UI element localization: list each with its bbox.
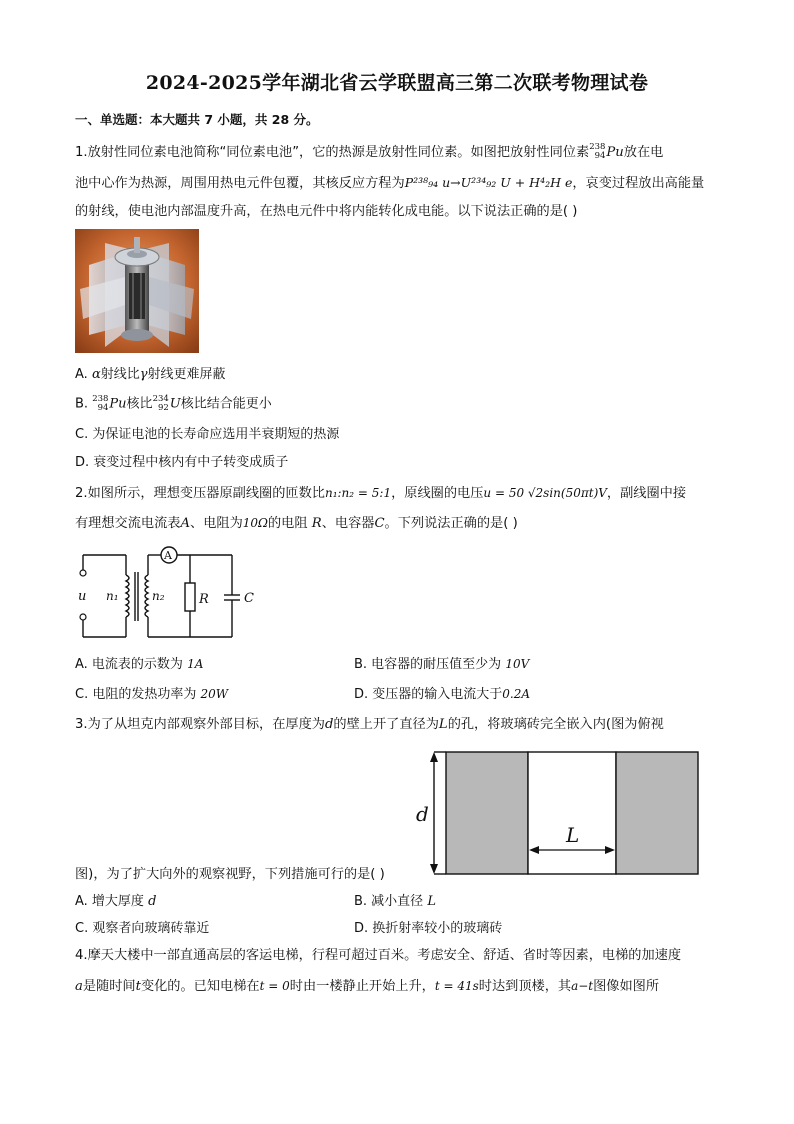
- q2-line2: 有理想交流电流表A、电阻为10Ω的电阻 R、电容器C。下列说法正确的是( ): [75, 516, 518, 531]
- circuit-label-n2: n₂: [152, 589, 165, 603]
- q1-line3: 的射线，使电池内部温度升高，在热电元件中将内能转化成电能。以下说法正确的是( ): [75, 204, 578, 219]
- circuit-label-R: R: [199, 592, 209, 607]
- q1-equation: P²³⁸₉₄ u→U²³⁴₉₂ U + H⁴₂H e: [404, 175, 573, 190]
- ammeter-symbol: A: [164, 549, 172, 562]
- page-title: 2024-2025学年湖北省云学联盟高三第二次联考物理试卷: [145, 72, 649, 94]
- q1-option-b: B. 238 94 Pu核比 234 92 U核比结合能更小: [75, 394, 272, 413]
- rtg-battery-image: [75, 229, 199, 353]
- q1-line2: 池中心作为热源，周围用热电元件包覆，其核反应方程为P²³⁸₉₄ u→U²³⁴₉₂ U + H⁴₂H e，哀变过程放出高能量: [75, 175, 705, 191]
- q3-option-c: C. 观察者向玻璃砖靠近: [75, 921, 210, 936]
- q3-line2: 图)，为了扩大向外的观察视野，下列措施可行的是( ): [75, 867, 385, 882]
- q2-option-d: D. 变压器的输入电流大于0.2A: [354, 687, 531, 702]
- q3-line1: 3.为了从坦克内部观察外部目标，在厚度为d的壁上开了直径为L的孔，将玻璃砖完全嵌入内(图为俯视: [75, 717, 664, 732]
- glass-block-figure: [408, 748, 702, 880]
- transformer-circuit-diagram: [72, 545, 262, 647]
- q1-option-d: D. 衰变过程中核内有中子转变成质子: [75, 455, 289, 470]
- circuit-label-n1: n₁: [106, 589, 119, 603]
- q1-option-a: A. α射线比γ射线更难屏蔽: [75, 367, 226, 382]
- section-heading: 一、单选题：本大题共 7 小题，共 28 分。: [75, 112, 319, 127]
- fig-label-L: L: [566, 823, 580, 847]
- q3-option-b: B. 减小直径 L: [354, 894, 436, 909]
- q2-option-b: B. 电容器的耐压值至少为 10V: [354, 657, 530, 672]
- q2-line1: 2.如图所示，理想变压器原副线圈的匝数比n₁:n₂ = 5:1，原线圈的电压u = 50 √2sin(50πt)V，副线圈中接: [75, 486, 687, 501]
- q4-line1: 4.摩天大楼中一部直通高层的客运电梯，行程可超过百米。考虑安全、舒适、省时等因素，电梯的加速度: [75, 948, 682, 963]
- q3-option-d: D. 换折射率较小的玻璃砖: [354, 921, 503, 936]
- q1-option-c: C. 为保证电池的长寿命应选用半衰期短的热源: [75, 427, 340, 442]
- fig-label-d: d: [416, 802, 429, 826]
- pu-nuclide-scripts: 238 94: [589, 142, 606, 161]
- circuit-label-C: C: [244, 591, 254, 606]
- q2-option-a: A. 电流表的示数为 1A: [75, 657, 204, 672]
- q3-option-a: A. 增大厚度 d: [75, 894, 157, 909]
- circuit-label-u: u: [78, 589, 87, 604]
- q2-option-c: C. 电阻的发热功率为 20W: [75, 687, 229, 702]
- q1-line1: 1.放射性同位素电池简称“同位素电池”，它的热源是放射性同位素。如图把放射性同位素 238 94 Pu放在电: [75, 142, 664, 161]
- q4-line2: a是随时间t变化的。已知电梯在t = 0时由一楼静止开始上升，t = 41s时达到顶楼，其a−t图像如图所: [75, 979, 660, 994]
